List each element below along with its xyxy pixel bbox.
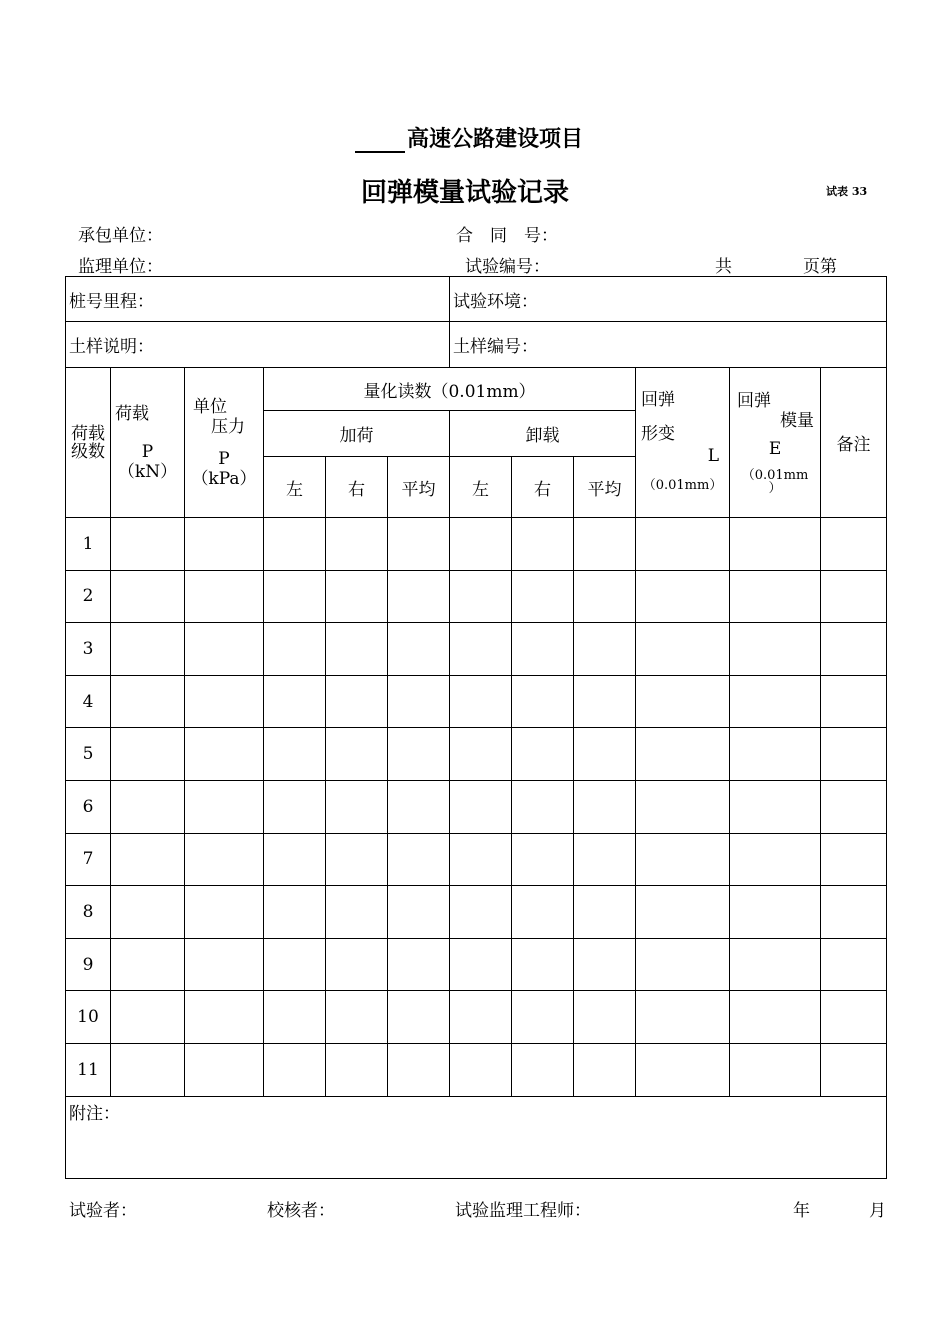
header-rebound-modulus <box>730 368 821 518</box>
record-table <box>65 276 887 1179</box>
data-cell[interactable] <box>326 623 388 676</box>
data-cell[interactable] <box>450 833 512 886</box>
load-level-number: 7 <box>66 833 111 886</box>
data-cell[interactable] <box>730 518 821 571</box>
data-cell[interactable] <box>326 1043 388 1096</box>
environment-label: 试验环境： <box>453 291 539 312</box>
data-cell[interactable] <box>111 1043 185 1096</box>
total-pages-label: 共 <box>715 257 732 277</box>
data-cell[interactable] <box>185 518 264 571</box>
table-row <box>66 833 887 886</box>
data-cell[interactable] <box>574 1043 636 1096</box>
data-cell[interactable] <box>636 623 730 676</box>
data-cell[interactable] <box>111 833 185 886</box>
unit-text: 单位 <box>193 396 227 417</box>
data-cell[interactable] <box>326 570 388 623</box>
data-cell[interactable] <box>450 675 512 728</box>
table-row <box>66 886 887 939</box>
data-cell[interactable] <box>388 938 450 991</box>
data-cell[interactable] <box>326 675 388 728</box>
data-cell[interactable] <box>185 675 264 728</box>
header-row-1 <box>66 368 887 411</box>
data-cell[interactable] <box>821 728 887 781</box>
data-cell[interactable] <box>388 675 450 728</box>
note-label: 附注： <box>69 1103 120 1124</box>
header-remark: 备注 <box>821 368 887 518</box>
data-cell[interactable] <box>730 991 821 1044</box>
data-cell[interactable] <box>264 623 326 676</box>
data-cell[interactable] <box>512 991 574 1044</box>
note-field[interactable] <box>66 1096 887 1178</box>
data-cell[interactable] <box>450 570 512 623</box>
sample-desc-label: 土样说明： <box>69 337 154 357</box>
data-cell[interactable] <box>636 833 730 886</box>
header-unloading-left: 左 <box>450 457 512 518</box>
data-cell[interactable] <box>730 570 821 623</box>
data-cell[interactable] <box>326 938 388 991</box>
data-cell[interactable] <box>574 886 636 939</box>
data-cell[interactable] <box>388 623 450 676</box>
data-cell[interactable] <box>636 1043 730 1096</box>
data-cell[interactable] <box>111 518 185 571</box>
header-unloading: 卸载 <box>450 411 636 457</box>
data-cell[interactable] <box>821 991 887 1044</box>
data-cell[interactable] <box>574 623 636 676</box>
data-cell[interactable] <box>185 623 264 676</box>
data-cell[interactable] <box>512 886 574 939</box>
table-row <box>66 780 887 833</box>
load-level-number: 3 <box>66 623 111 676</box>
data-cell[interactable] <box>388 833 450 886</box>
data-cell[interactable] <box>185 886 264 939</box>
modulus-unit-close: ） <box>768 480 782 496</box>
data-cell[interactable] <box>111 623 185 676</box>
form-title: 回弹模量试验记录 <box>361 178 570 208</box>
project-name-blank[interactable] <box>355 129 405 153</box>
modulus-unit: （0.01mm <box>741 467 809 483</box>
data-cell[interactable] <box>185 570 264 623</box>
data-cell[interactable] <box>636 518 730 571</box>
data-cell[interactable] <box>185 991 264 1044</box>
data-cell[interactable] <box>326 780 388 833</box>
data-cell[interactable] <box>450 518 512 571</box>
data-cell[interactable] <box>821 938 887 991</box>
page-no-label: 页第 <box>803 257 837 277</box>
header-gauge-reading: 量化读数（0.01mm） <box>264 368 636 411</box>
modulus-rebound-text: 回弹 <box>737 390 772 411</box>
data-cell[interactable] <box>821 1043 887 1096</box>
data-cell[interactable] <box>388 1043 450 1096</box>
table-row <box>66 728 887 781</box>
pressure-text: 压力 <box>211 416 245 437</box>
table-row <box>66 518 887 571</box>
load-level-number: 4 <box>66 675 111 728</box>
data-cell[interactable] <box>512 518 574 571</box>
data-cell[interactable] <box>730 1043 821 1096</box>
data-cell[interactable] <box>450 991 512 1044</box>
data-cell[interactable] <box>264 1043 326 1096</box>
data-cell[interactable] <box>111 938 185 991</box>
data-cell[interactable] <box>111 675 185 728</box>
load-level-number: 11 <box>66 1043 111 1096</box>
data-cell[interactable] <box>574 518 636 571</box>
data-cell[interactable] <box>730 728 821 781</box>
project-title-text: 高速公路建设项目 <box>407 126 584 152</box>
data-cell[interactable] <box>111 570 185 623</box>
load-level-text: 荷载级数 <box>71 423 105 462</box>
header-unit-pressure <box>185 368 264 518</box>
data-cell[interactable] <box>821 886 887 939</box>
data-cell[interactable] <box>111 886 185 939</box>
data-cell[interactable] <box>821 518 887 571</box>
table-row <box>66 570 887 623</box>
deformation-text: 形变 <box>641 423 676 444</box>
contractor-label: 承包单位： <box>78 226 163 246</box>
data-cell[interactable] <box>264 780 326 833</box>
data-cell[interactable] <box>636 886 730 939</box>
data-cell[interactable] <box>111 991 185 1044</box>
data-cell[interactable] <box>512 780 574 833</box>
sample-no-label: 土样编号： <box>453 337 539 357</box>
data-cell[interactable] <box>264 991 326 1044</box>
data-cell[interactable] <box>574 728 636 781</box>
header-loading-avg: 平均 <box>388 457 450 518</box>
table-row <box>66 938 887 991</box>
data-cell[interactable] <box>821 833 887 886</box>
table-row <box>66 1043 887 1096</box>
load-symbol: P <box>141 441 154 462</box>
data-cell[interactable] <box>450 728 512 781</box>
data-cell[interactable] <box>326 833 388 886</box>
data-cell[interactable] <box>388 570 450 623</box>
deformation-symbol: L <box>707 445 720 466</box>
pressure-symbol: P <box>218 448 230 469</box>
load-level-number: 2 <box>66 570 111 623</box>
table-row <box>66 623 887 676</box>
data-cell[interactable] <box>326 518 388 571</box>
data-cell[interactable] <box>821 780 887 833</box>
load-level-number: 9 <box>66 938 111 991</box>
data-cell[interactable] <box>450 886 512 939</box>
load-level-number: 1 <box>66 518 111 571</box>
data-cell[interactable] <box>730 886 821 939</box>
data-cell[interactable] <box>574 833 636 886</box>
data-cell[interactable] <box>388 728 450 781</box>
header-load <box>111 368 185 518</box>
data-cell[interactable] <box>185 1043 264 1096</box>
sample-row <box>66 322 887 368</box>
data-cell[interactable] <box>636 728 730 781</box>
data-cell[interactable] <box>264 886 326 939</box>
data-cell[interactable] <box>730 833 821 886</box>
data-cell[interactable] <box>636 675 730 728</box>
data-cell[interactable] <box>450 780 512 833</box>
form-number: 试表 33 <box>826 185 868 198</box>
data-cell[interactable] <box>574 991 636 1044</box>
data-cell[interactable] <box>326 886 388 939</box>
data-cell[interactable] <box>730 675 821 728</box>
station-label: 桩号里程： <box>69 291 154 312</box>
data-cell[interactable] <box>264 728 326 781</box>
data-cell[interactable] <box>185 728 264 781</box>
data-cell[interactable] <box>574 780 636 833</box>
modulus-symbol: E <box>768 438 782 459</box>
contract-no-label: 合 同 号： <box>456 226 558 246</box>
data-cell[interactable] <box>264 833 326 886</box>
deformation-unit: （0.01mm） <box>642 477 723 493</box>
note-row <box>66 1096 887 1178</box>
data-cell[interactable] <box>821 675 887 728</box>
data-cell[interactable] <box>388 991 450 1044</box>
test-no-label: 试验编号： <box>465 257 550 277</box>
data-cell[interactable] <box>512 833 574 886</box>
data-cell[interactable] <box>185 938 264 991</box>
data-cell[interactable] <box>512 675 574 728</box>
data-cell[interactable] <box>574 938 636 991</box>
header-unloading-avg: 平均 <box>574 457 636 518</box>
data-cell[interactable] <box>512 623 574 676</box>
data-cell[interactable] <box>636 938 730 991</box>
data-cell[interactable] <box>512 1043 574 1096</box>
load-level-number: 6 <box>66 780 111 833</box>
data-cell[interactable] <box>388 518 450 571</box>
load-unit: （kN） <box>117 461 178 482</box>
data-cell[interactable] <box>512 728 574 781</box>
station-row <box>66 277 887 322</box>
table-row <box>66 991 887 1044</box>
supervisor-label: 监理单位： <box>78 257 163 277</box>
data-cell[interactable] <box>326 728 388 781</box>
data-cell[interactable] <box>264 675 326 728</box>
year-label: 年 <box>793 1201 810 1221</box>
month-label: 月 <box>869 1201 886 1221</box>
data-cell[interactable] <box>388 780 450 833</box>
checker-label: 校核者： <box>267 1201 335 1221</box>
header-rebound-deformation <box>636 368 730 518</box>
data-cell[interactable] <box>450 623 512 676</box>
station-field[interactable] <box>66 277 450 322</box>
load-level-number: 8 <box>66 886 111 939</box>
load-text: 荷载 <box>115 403 149 424</box>
load-level-number: 10 <box>66 991 111 1044</box>
sample-no-field[interactable] <box>450 322 887 368</box>
project-title <box>355 122 583 153</box>
data-cell[interactable] <box>185 780 264 833</box>
environment-field[interactable] <box>450 277 887 322</box>
data-cell[interactable] <box>185 833 264 886</box>
modulus-text: 模量 <box>780 410 815 431</box>
data-cell[interactable] <box>450 938 512 991</box>
sample-desc-field[interactable] <box>66 322 450 368</box>
data-cell[interactable] <box>111 728 185 781</box>
pressure-unit: （kPa） <box>191 468 257 489</box>
tester-label: 试验者： <box>69 1201 137 1221</box>
data-cell[interactable] <box>388 886 450 939</box>
data-cell[interactable] <box>512 938 574 991</box>
header-loading-right: 右 <box>326 457 388 518</box>
data-cell[interactable] <box>574 570 636 623</box>
header-loading-left: 左 <box>264 457 326 518</box>
data-rows <box>66 518 887 1097</box>
data-cell[interactable] <box>636 780 730 833</box>
data-cell[interactable] <box>730 938 821 991</box>
data-cell[interactable] <box>730 623 821 676</box>
load-level-number: 5 <box>66 728 111 781</box>
data-cell[interactable] <box>574 675 636 728</box>
data-cell[interactable] <box>264 518 326 571</box>
data-cell[interactable] <box>111 780 185 833</box>
data-cell[interactable] <box>512 570 574 623</box>
header-loading: 加荷 <box>264 411 450 457</box>
data-cell[interactable] <box>636 991 730 1044</box>
header-load-level <box>66 368 111 518</box>
data-cell[interactable] <box>821 570 887 623</box>
data-cell[interactable] <box>636 570 730 623</box>
rebound-text: 回弹 <box>641 389 676 410</box>
engineer-label: 试验监理工程师： <box>455 1201 591 1221</box>
data-cell[interactable] <box>326 991 388 1044</box>
data-cell[interactable] <box>264 570 326 623</box>
data-cell[interactable] <box>450 1043 512 1096</box>
data-cell[interactable] <box>730 780 821 833</box>
data-cell[interactable] <box>821 623 887 676</box>
data-cell[interactable] <box>264 938 326 991</box>
header-unloading-right: 右 <box>512 457 574 518</box>
table-row <box>66 675 887 728</box>
